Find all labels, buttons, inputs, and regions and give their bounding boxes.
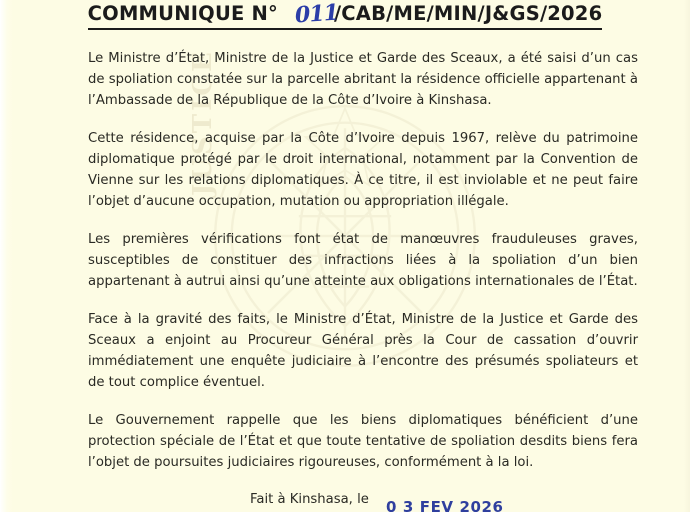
page-title xyxy=(88,2,603,30)
document-body xyxy=(88,48,638,473)
handwritten-reference-number: 011 xyxy=(294,0,339,29)
date-stamp: 0 3 FEV 2026 xyxy=(386,498,504,512)
title-prefix: COMMUNIQUE N° xyxy=(87,2,278,25)
paragraph-5: Le Gouvernement rappelle que les biens diplomatiques bénéficient d’une protection spéciale de l’État et que toute tentative de spoliation desdits biens fera l’objet de poursuites judiciaires rigoureuses, conformément à la loi. xyxy=(88,413,638,470)
paragraph-1: Le Ministre d’État, Ministre de la Justice et Garde des Sceaux, a été saisi d’un cas de spoliation constatée sur la parcelle abritant la résidence officielle appartenant à l’Ambassade de la République de la Côte d’Ivoire à Kinshasa. xyxy=(88,51,638,108)
scan-edge-left xyxy=(0,0,13,512)
watermark-label: JUSTICE xyxy=(188,49,218,196)
place-and-date-line: Fait à Kinshasa, le xyxy=(250,492,369,507)
paragraph-2: Cette résidence, acquise par la Côte d’Ivoire depuis 1967, relève du patrimoine diplomatique protégé par le droit international, notamment par la Convention de Vienne sur les relations diplomatiques. À ce titre, il est inviolable et ne peut faire l’objet d’aucune occupation, mutation ou appropriation illégale. xyxy=(88,131,638,209)
scan-edge-right xyxy=(684,0,690,512)
paragraph-3: Les premières vérifications font état de manœuvres frauduleuses graves, susceptibles de constituer des infractions liées à la spoliation d’un bien appartenant à autrui ainsi qu’une atteinte aux obligations internationales de l’État. xyxy=(88,232,638,289)
title-suffix: /CAB/ME/MIN/J&GS/2026 xyxy=(333,2,603,25)
paragraph-4: Face à la gravité des faits, le Ministre d’État, Ministre de la Justice et Garde des Sceaux a enjoint au Procureur Général près la Cour de cassation d’ouvrir immédiatement une enquête judiciaire à l’encontre des présumés spoliateurs et de tout complice éventuel. xyxy=(88,312,638,390)
communique-title-row xyxy=(0,2,690,30)
